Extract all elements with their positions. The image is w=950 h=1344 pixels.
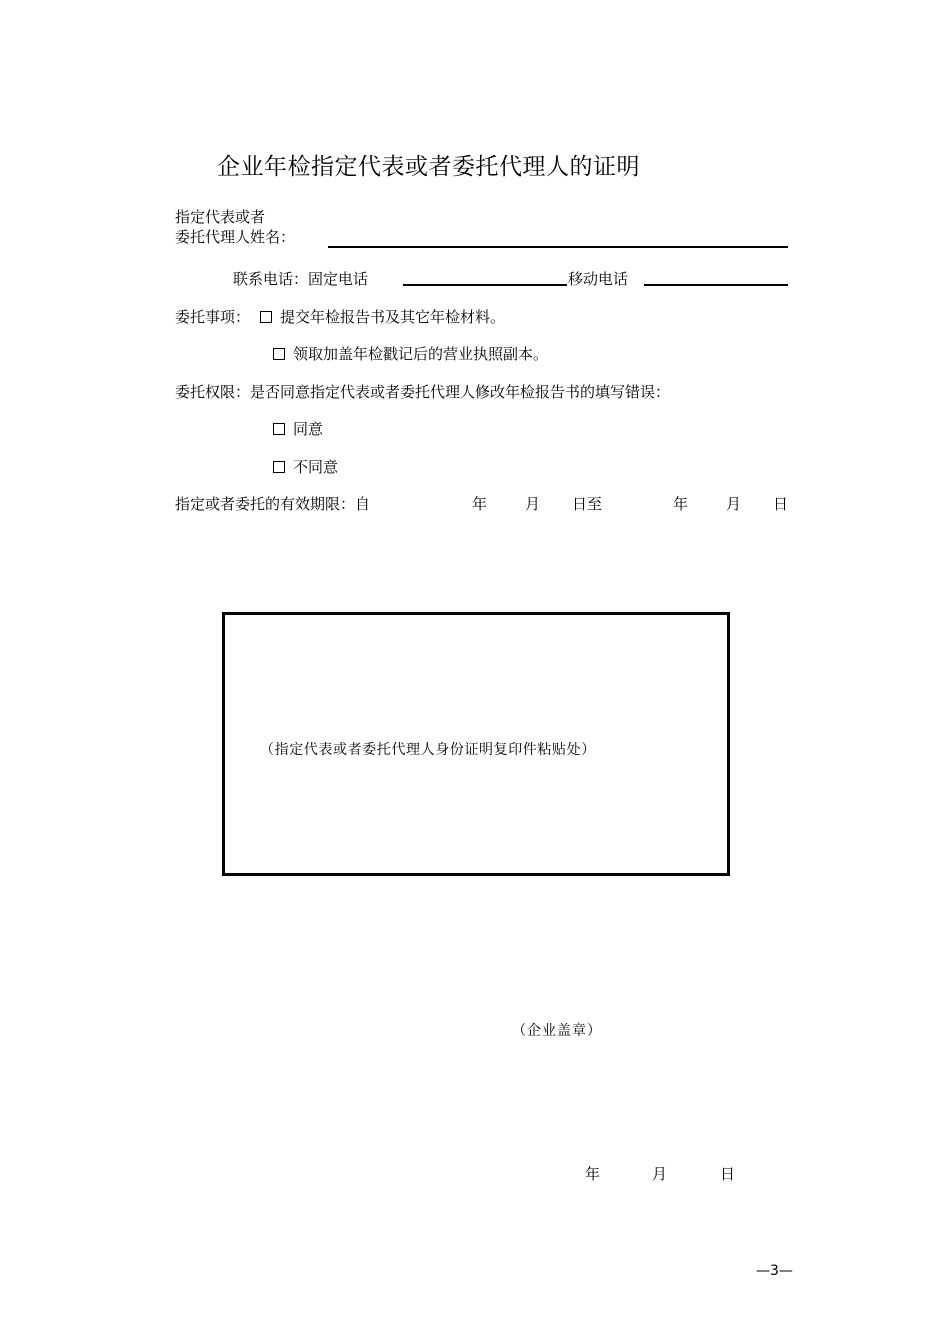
contact-label: 联系电话：固定电话 [233,270,369,288]
option-label: 不同意 [293,458,339,476]
matter-item-label: 领取加盖年检戳记后的营业执照副本。 [293,345,549,363]
id-box-text: （指定代表或者委托代理人身份证明复印件粘贴处） [260,742,596,758]
matter-item-submit[interactable] [260,306,505,327]
page-number: —3— [756,1263,793,1279]
checkbox-icon[interactable] [273,461,285,473]
validity-day2: 日 [773,495,789,513]
validity-day-to: 日至 [572,495,603,513]
name-label-line1: 指定代表或者 [175,208,266,226]
validity-year2: 年 [673,495,689,513]
option-label: 同意 [293,420,324,438]
name-input-line[interactable] [328,246,788,248]
landline-input-line[interactable] [403,284,567,286]
authority-option-agree[interactable] [273,418,323,439]
authority-label: 委托权限：是否同意指定代表或者委托代理人修改年检报告书的填写错误： [175,383,671,401]
seal-text: （企业盖章） [512,1023,602,1039]
matter-item-label: 提交年检报告书及其它年检材料。 [280,308,506,326]
checkbox-icon[interactable] [273,423,285,435]
date-year: 年 [585,1165,601,1183]
date-month: 月 [652,1165,668,1183]
validity-label: 指定或者委托的有效期限：自 [175,495,371,513]
validity-year: 年 [472,495,488,513]
date-day: 日 [720,1165,736,1183]
page-title: 企业年检指定代表或者委托代理人的证明 [217,154,640,180]
name-label-line2: 委托代理人姓名： [175,228,296,246]
mobile-input-line[interactable] [644,284,788,286]
authority-option-disagree[interactable] [273,456,338,477]
matter-item-collect[interactable] [273,343,548,364]
validity-month2: 月 [726,495,742,513]
mobile-label: 移动电话 [568,270,629,288]
validity-month: 月 [525,495,541,513]
checkbox-icon[interactable] [273,348,285,360]
matters-label: 委托事项： [175,308,251,326]
checkbox-icon[interactable] [260,311,272,323]
